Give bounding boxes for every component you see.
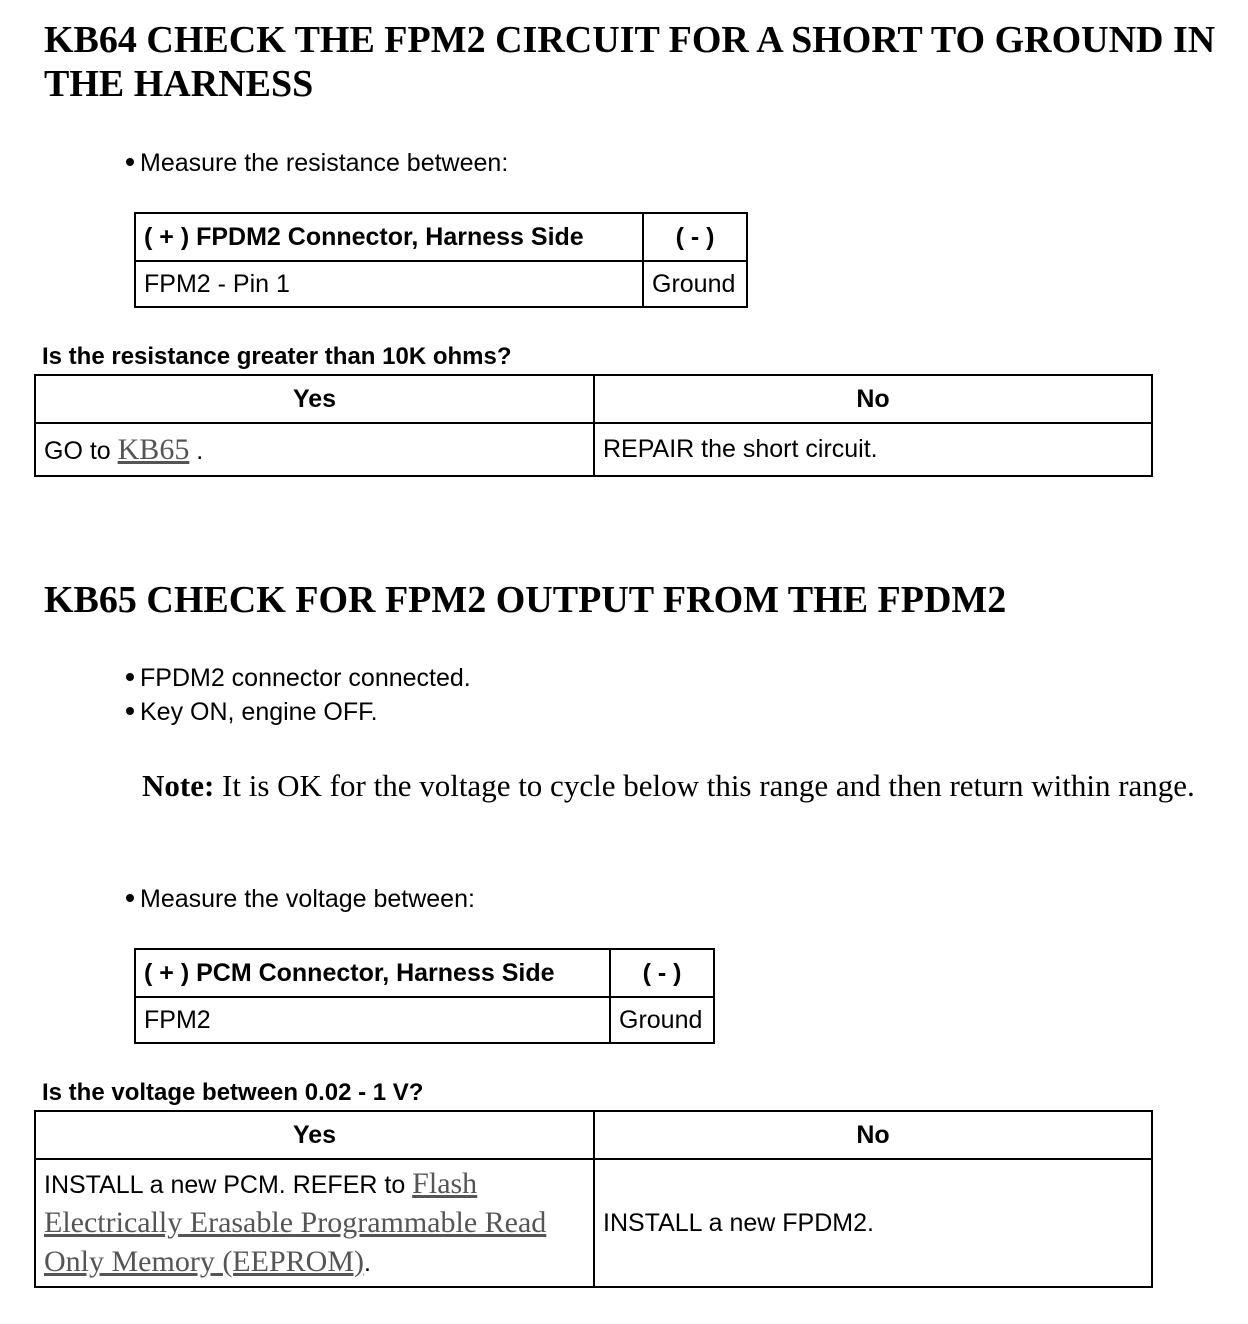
kb64-heading: KB64 CHECK THE FPM2 CIRCUIT FOR A SHORT TO GROUND IN THE HARNESS xyxy=(44,19,1216,105)
kb65-answer-table xyxy=(34,1110,1153,1288)
kb65-measure-table xyxy=(134,948,715,1044)
kb65-bullet-2-text: Key ON, engine OFF. xyxy=(140,698,378,726)
kb64-answer-table xyxy=(34,374,1153,477)
kb64-col-plus: ( + ) FPDM2 Connector, Harness Side xyxy=(135,213,643,261)
kb65-bullet-1 xyxy=(126,661,471,695)
kb65-yes-header: Yes xyxy=(35,1111,594,1159)
kb64-bullet-text: Measure the resistance between: xyxy=(140,149,509,177)
kb65-col-minus: ( - ) xyxy=(610,949,714,997)
kb65-yes-suffix: . xyxy=(363,1248,371,1277)
kb65-heading: KB65 CHECK FOR FPM2 OUTPUT FROM THE FPDM2 xyxy=(44,579,1007,621)
kb64-row-minus: Ground xyxy=(643,261,747,307)
kb64-yes-cell xyxy=(35,423,594,476)
kb65-row-minus: Ground xyxy=(610,997,714,1043)
kb64-yes-prefix: GO to xyxy=(44,436,111,465)
kb65-bullet-measure xyxy=(126,882,475,916)
bullet-dot-icon xyxy=(126,673,134,681)
kb64-no-cell: REPAIR the short circuit. xyxy=(594,423,1152,476)
kb64-question: Is the resistance greater than 10K ohms? xyxy=(42,343,512,370)
bullet-dot-icon xyxy=(126,158,134,166)
kb64-measure-table xyxy=(134,212,748,308)
kb65-bullet-2 xyxy=(126,695,378,729)
kb65-yes-cell xyxy=(35,1159,594,1287)
kb64-yes-header: Yes xyxy=(35,375,594,423)
note-label: Note: xyxy=(142,768,215,803)
kb65-note xyxy=(142,766,1202,806)
kb65-link[interactable]: KB65 xyxy=(117,432,190,466)
bullet-dot-icon xyxy=(126,707,134,715)
kb64-no-header: No xyxy=(594,375,1152,423)
kb65-row-plus: FPM2 xyxy=(135,997,610,1043)
kb65-no-cell: INSTALL a new FPDM2. xyxy=(594,1159,1152,1287)
kb64-yes-suffix: . xyxy=(196,436,204,465)
kb64-row-plus: FPM2 - Pin 1 xyxy=(135,261,643,307)
kb64-bullet xyxy=(126,146,508,180)
kb65-yes-prefix: INSTALL a new PCM. REFER to xyxy=(44,1170,406,1199)
eeprom-link[interactable]: Flash Electrically Erasable Programmable Read Only Memory (EEPROM) xyxy=(44,1166,547,1278)
kb65-question: Is the voltage between 0.02 - 1 V? xyxy=(42,1079,424,1106)
kb65-bullet-measure-text: Measure the voltage between: xyxy=(140,885,475,913)
note-text: It is OK for the voltage to cycle below this range and then return within range. xyxy=(222,768,1195,803)
kb65-no-header: No xyxy=(594,1111,1152,1159)
kb65-bullet-1-text: FPDM2 connector connected. xyxy=(140,664,471,692)
bullet-dot-icon xyxy=(126,894,134,902)
kb64-col-minus: ( - ) xyxy=(643,213,747,261)
kb65-col-plus: ( + ) PCM Connector, Harness Side xyxy=(135,949,610,997)
